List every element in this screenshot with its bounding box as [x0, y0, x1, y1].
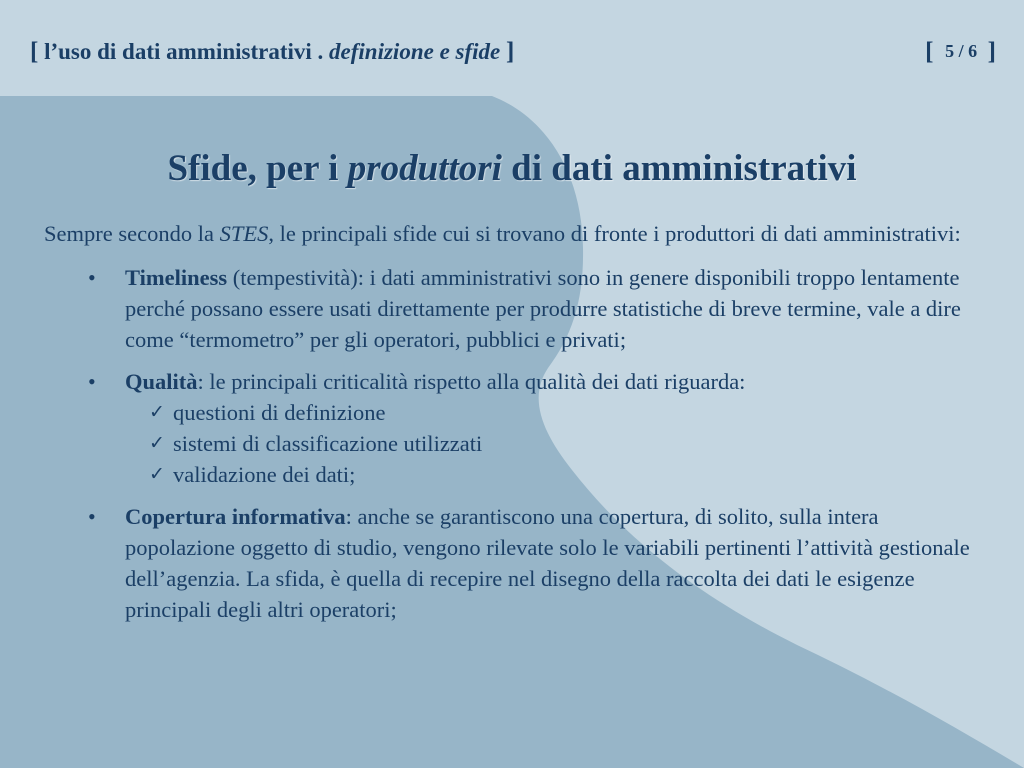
list-item-timeliness	[44, 262, 994, 355]
bullet-dot: •	[88, 504, 96, 529]
sublist-item	[147, 428, 994, 459]
page-current: 5	[945, 41, 955, 61]
header-bracket-close: ]	[506, 38, 515, 65]
list-item-coverage	[44, 501, 994, 625]
intro-paragraph	[44, 218, 994, 249]
bullet-dot: •	[88, 265, 96, 290]
intro-before: Sempre secondo la	[44, 221, 214, 246]
sublist-item-text: validazione dei dati;	[173, 462, 356, 487]
text-timeliness: (tempestività): i dati amministrativi sono in genere disponibili troppo lentamente perché possano essere usati direttamente per produrre statistiche di breve termine, vale a dire come “termometro” per gli operatori, pubblici e privati;	[125, 265, 961, 352]
challenges-list	[44, 262, 994, 625]
term-coverage: Copertura informativa	[125, 504, 346, 529]
slide-header	[30, 38, 996, 72]
page-bracket-close: ]	[987, 38, 996, 65]
page-separator: /	[958, 41, 964, 61]
intro-emphasis: STES	[219, 221, 269, 246]
list-item-quality	[44, 366, 994, 490]
intro-after: , le principali sfide cui si trovano di fronte i produttori di dati amministrativi:	[268, 221, 961, 246]
quality-sublist	[125, 397, 994, 490]
checkmark-icon: ✓	[149, 432, 165, 454]
sublist-item	[147, 397, 994, 428]
section-title-main: l’uso di dati amministrativi .	[44, 39, 324, 64]
sublist-item	[147, 459, 994, 490]
checkmark-icon: ✓	[149, 463, 165, 485]
text-coverage: : anche se garantiscono una copertura, di solito, sulla intera popolazione oggetto di studio, vengono rilevate solo le variabili pertinenti l’attività gestionale dell’agenzia. La sfida, è quella di recepire nel disegno della raccolta dei dati le esigenze principali degli altri operatori;	[125, 504, 970, 622]
section-title	[30, 38, 514, 66]
header-bracket-open: [	[30, 38, 39, 65]
page-indicator	[925, 38, 996, 66]
term-quality: Qualità	[125, 369, 198, 394]
slide-title-before: Sfide, per i	[167, 147, 339, 189]
page-bracket-open: [	[925, 38, 934, 65]
sublist-item-text: sistemi di classificazione utilizzati	[173, 431, 483, 456]
slide-title-emphasis: produttori	[347, 147, 502, 189]
section-title-sub: definizione e sfide	[329, 39, 501, 64]
slide-body	[44, 218, 994, 636]
bullet-dot: •	[88, 369, 96, 394]
slide-title	[0, 147, 1024, 190]
slide-title-after: di dati amministrativi	[511, 147, 857, 189]
text-quality: : le principali criticalità rispetto alla qualità dei dati riguarda:	[197, 369, 746, 394]
term-timeliness: Timeliness	[125, 265, 228, 290]
page-total: 6	[968, 41, 978, 61]
checkmark-icon: ✓	[149, 401, 165, 423]
sublist-item-text: questioni di definizione	[173, 400, 386, 425]
